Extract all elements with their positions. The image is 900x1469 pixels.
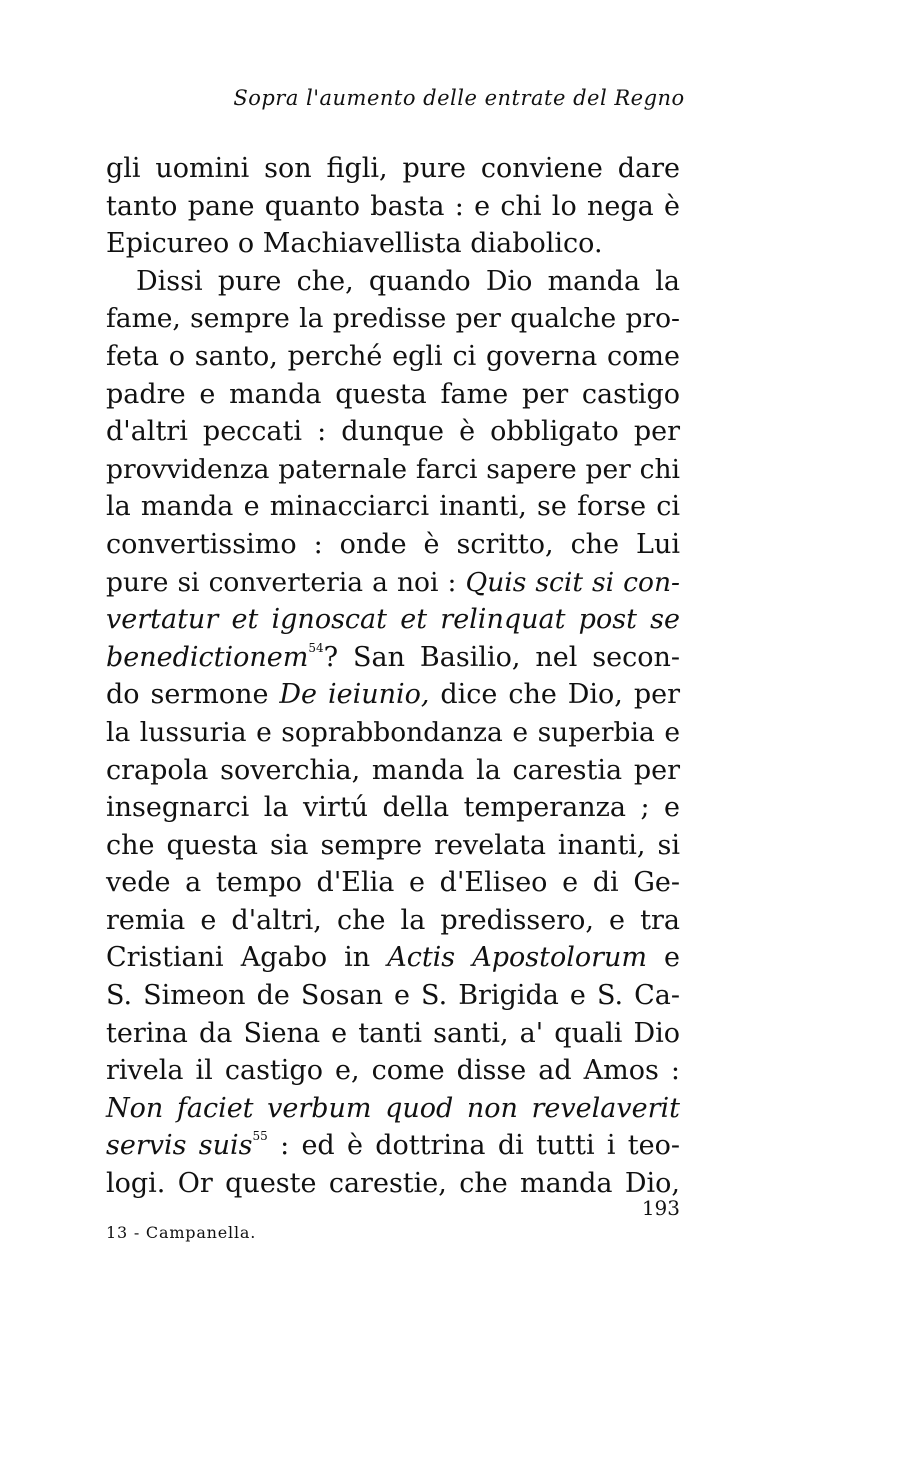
text-line: terina da Siena e tanti santi, a' quali Dio <box>106 1017 680 1049</box>
latin-quote-line: vertatur et ignoscat et relinquat post se <box>106 604 680 636</box>
text-line: logi. Or queste carestie, che manda Dio, <box>106 1168 680 1200</box>
work-title: Actis Apostolorum <box>387 942 647 974</box>
signature-mark: 13 - Campanella. <box>106 1223 257 1242</box>
text-line <box>106 564 680 602</box>
page-number: 193 <box>641 1196 680 1220</box>
text-line <box>106 939 680 977</box>
text-segment: e <box>646 942 680 974</box>
text-line: la manda e minacciarci inanti, se forse ci <box>106 491 680 523</box>
text-line: crapola soverchia, manda la carestia per <box>106 754 680 786</box>
text-line: la lussuria e soprabbondanza e superbia e <box>106 716 680 748</box>
latin-quote: servis suis <box>106 1130 253 1162</box>
latin-quote: Quis scit si con- <box>465 566 680 598</box>
text-line: remia e d'altri, che la predissero, e tra <box>106 904 680 936</box>
footnote-marker: 55 <box>252 1129 268 1144</box>
text-line: convertissimo : onde è scritto, che Lui <box>106 528 680 560</box>
text-line: tanto pane quanto basta : e chi lo nega è <box>106 190 680 222</box>
text-segment: ? San Basilio, nel secon- <box>323 641 680 673</box>
latin-quote: benedictionem <box>106 641 309 673</box>
text-line: padre e manda questa fame per castigo <box>106 378 680 410</box>
text-segment: dice che Dio, per <box>429 679 680 711</box>
text-line: insegnarci la virtú della temperanza ; e <box>106 792 680 824</box>
text-line <box>106 676 680 714</box>
text-segment: Cristiani Agabo in <box>106 942 388 974</box>
footnote-marker: 54 <box>308 640 324 655</box>
text-line: rivela il castigo e, come disse ad Amos : <box>106 1055 680 1087</box>
text-line: provvidenza paternale farci sapere per chi <box>106 453 680 485</box>
paragraph-start-line: Dissi pure che, quando Dio manda la <box>136 265 680 297</box>
text-line: feta o santo, perché egli ci governa come <box>106 340 680 372</box>
text-line: d'altri peccati : dunque è obbligato per <box>106 416 680 448</box>
body-text <box>106 150 680 1203</box>
work-title: De ieiunio, <box>279 679 430 711</box>
text-segment: do sermone <box>106 679 280 711</box>
text-line <box>106 639 680 677</box>
text-line: vede a tempo d'Elia e d'Eliseo e di Ge- <box>106 867 680 899</box>
text-line: che questa sia sempre revelata inanti, si <box>106 829 680 861</box>
text-line: gli uomini son figli, pure conviene dare <box>106 153 680 184</box>
text-line: Epicureo o Machiavellista diabolico. <box>106 228 603 260</box>
text-line: S. Simeon de Sosan e S. Brigida e S. Ca- <box>106 980 680 1012</box>
text-line <box>106 1127 680 1165</box>
latin-quote-line: Non faciet verbum quod non revelaverit <box>106 1092 680 1124</box>
text-line: fame, sempre la predisse per qualche pro- <box>106 303 680 335</box>
running-head: Sopra l'aumento delle entrate del Regno <box>233 86 685 110</box>
text-segment: pure si converteria a noi : <box>106 566 466 598</box>
text-segment: : ed è dottrina di tutti i teo- <box>267 1130 680 1162</box>
